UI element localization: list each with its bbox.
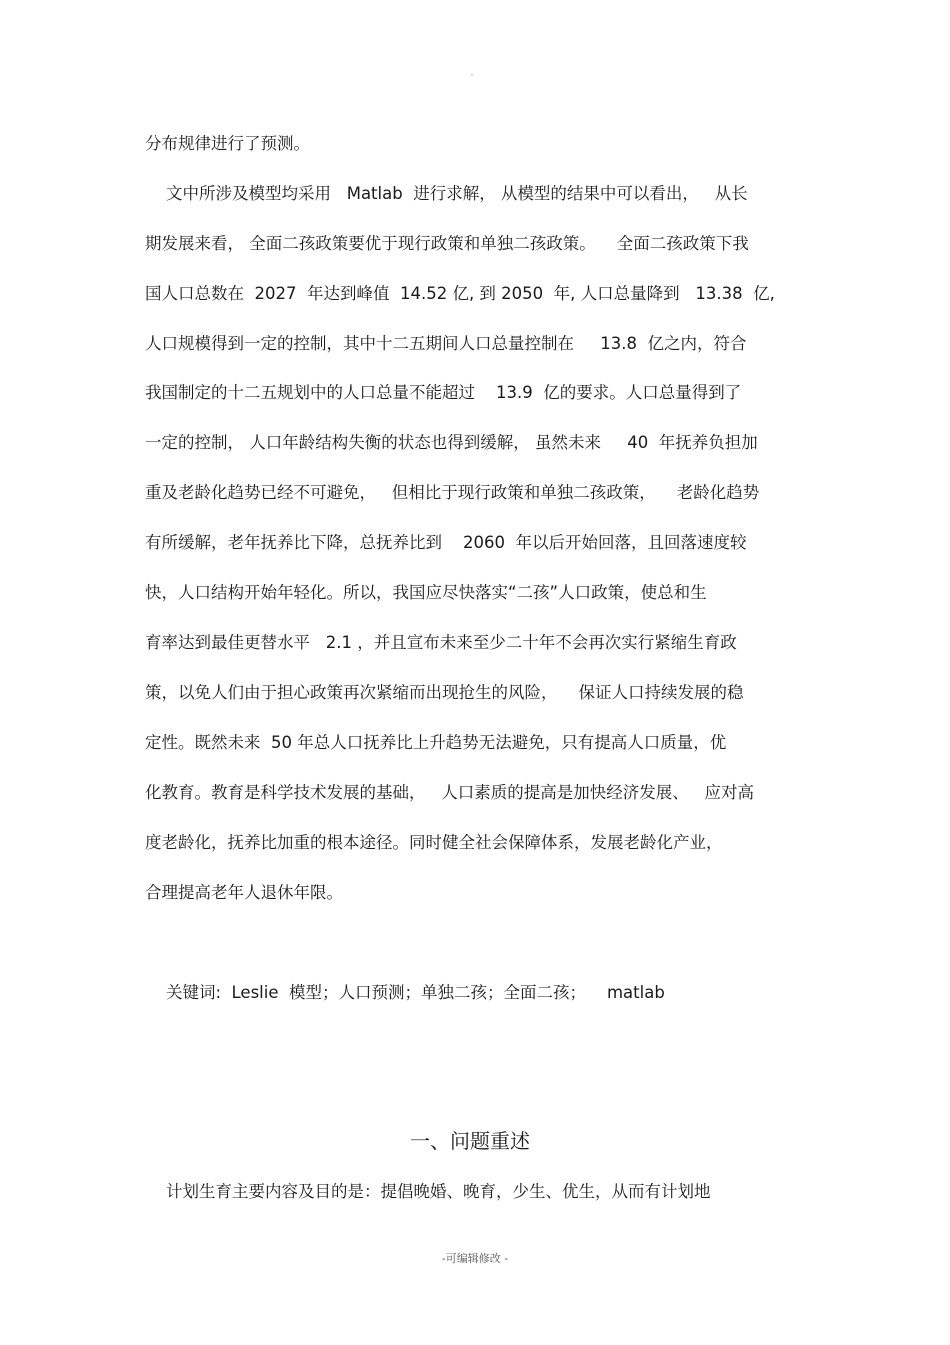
- abstract-line: 合理提高老年人退休年限。: [145, 883, 343, 902]
- section-heading: 一、问题重述: [410, 1129, 530, 1153]
- abstract-line: 人口规模得到一定的控制，其中十二五期间人口总量控制在 13.8 亿之内，符合: [145, 334, 747, 353]
- abstract-line: 重及老龄化趋势已经不可避免， 但相比于现行政策和单独二孩政策， 老龄化趋势: [145, 483, 760, 502]
- abstract-line: 快，人口结构开始年轻化。所以，我国应尽快落实“二孩”人口政策，使总和生: [145, 583, 707, 602]
- section-first-line: 计划生育主要内容及目的是：提倡晚婚、晚育，少生、优生，从而有计划地: [145, 1182, 711, 1201]
- abstract-line: 有所缓解，老年抚养比下降，总抚养比到 2060 年以后开始回落，且回落速度较: [145, 533, 747, 552]
- abstract-line: 文中所涉及模型均采用 Matlab 进行求解， 从模型的结果中可以看出， 从长: [145, 184, 748, 203]
- abstract-line: 一定的控制， 人口年龄结构失衡的状态也得到缓解， 虽然未来 40 年抚养负担加: [145, 433, 758, 452]
- top-mark: 。: [470, 68, 480, 78]
- page-footer: -可编辑修改 -: [441, 1252, 509, 1265]
- keywords-line: 关键词: Leslie 模型；人口预测；单独二孩；全面二孩； matlab: [145, 983, 665, 1002]
- abstract-line: 我国制定的十二五规划中的人口总量不能超过 13.9 亿的要求。人口总量得到了: [145, 383, 742, 402]
- abstract-line: 分布规律进行了预测。: [145, 134, 310, 153]
- abstract-line: 定性。既然未来 50 年总人口抚养比上升趋势无法避免，只有提高人口质量，优: [145, 733, 727, 752]
- abstract-line: 育率达到最佳更替水平 2.1 ，并且宣布未来至少二十年不会再次实行紧缩生育政: [145, 633, 737, 652]
- abstract-line: 度老龄化，抚养比加重的根本途径。同时健全社会保障体系，发展老龄化产业，: [145, 833, 723, 852]
- abstract-line: 策，以免人们由于担心政策再次紧缩而出现抢生的风险， 保证人口持续发展的稳: [145, 683, 744, 702]
- abstract-line: 期发展来看， 全面二孩政策要优于现行政策和单独二孩政策。 全面二孩政策下我: [145, 234, 749, 253]
- abstract-line: 国人口总数在 2027 年达到峰值 14.52 亿, 到 2050 年, 人口总量降到 13.38 亿,: [145, 284, 775, 303]
- abstract-line: 化教育。教育是科学技术发展的基础， 人口素质的提高是加快经济发展、 应对高: [145, 783, 754, 802]
